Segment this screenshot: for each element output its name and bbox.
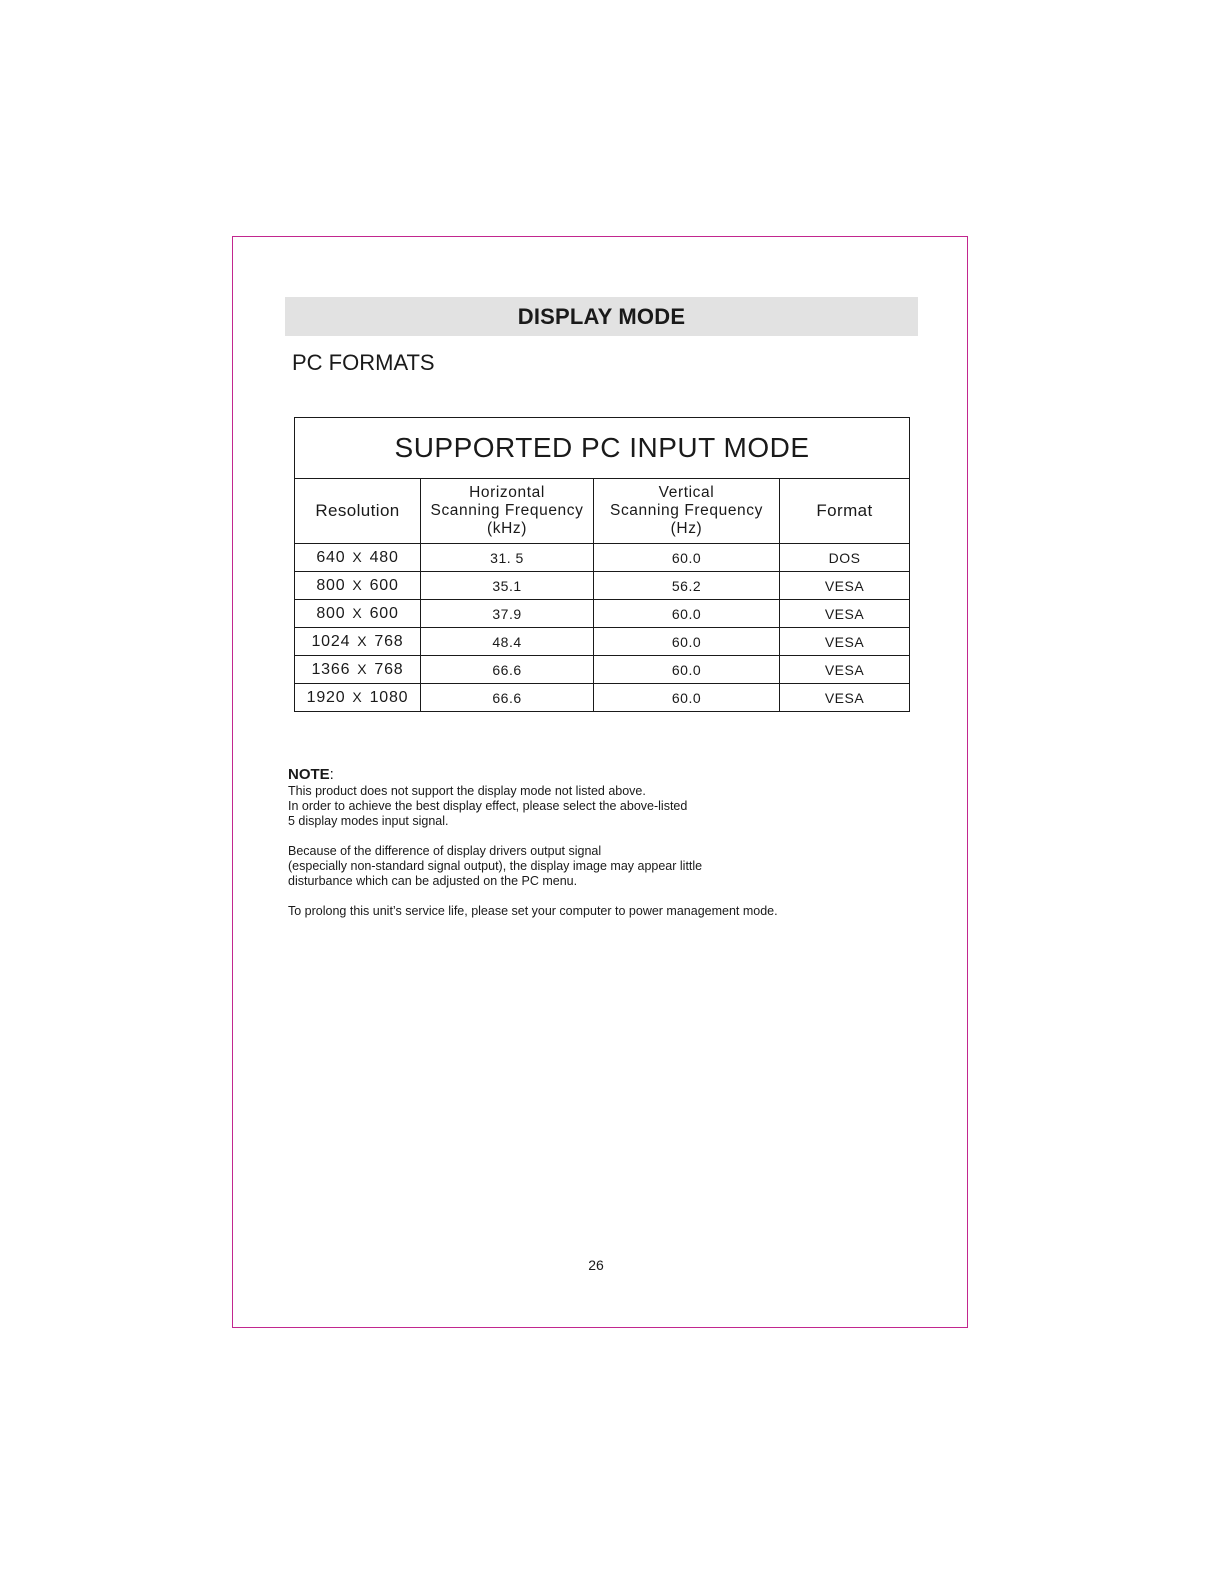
resolution-width: 800: [316, 604, 346, 622]
resolution-width: 640: [316, 548, 346, 566]
cell-format: DOS: [780, 544, 910, 572]
page-number: 26: [588, 1257, 604, 1273]
cell-resolution: [295, 628, 421, 656]
cell-resolution: [295, 572, 421, 600]
resolution-height: 768: [374, 632, 404, 650]
note-line: Because of the difference of display drivers output signal: [288, 844, 602, 858]
resolution-height: 768: [374, 660, 404, 678]
resolution-width: 800: [316, 576, 346, 594]
header-vertical-frequency: [594, 479, 780, 544]
table-row: [295, 684, 910, 712]
cell-format: VESA: [780, 656, 910, 684]
header-horizontal-frequency: [421, 479, 594, 544]
note-paragraph: [288, 904, 908, 919]
cell-format: VESA: [780, 628, 910, 656]
header-vertical-line-2: Scanning Frequency: [610, 502, 763, 519]
cell-vertical-frequency: 60.0: [594, 628, 780, 656]
note-line: (especially non-standard signal output), the display image may appear little: [288, 859, 703, 873]
note-line: disturbance which can be adjusted on the PC menu.: [288, 874, 578, 888]
note-line: In order to achieve the best display effect, please select the above-listed: [288, 799, 688, 813]
cell-vertical-frequency: 60.0: [594, 684, 780, 712]
note-section: [288, 766, 908, 934]
pc-input-mode-table: [294, 417, 910, 712]
header-bar: [285, 297, 918, 336]
resolution-height: 1080: [369, 688, 409, 706]
note-line: To prolong this unit’s service life, please set your computer to power management mode.: [288, 904, 778, 918]
cell-resolution: [295, 656, 421, 684]
times-sign: X: [352, 548, 363, 565]
resolution-width: 1920: [306, 688, 346, 706]
resolution-height: 480: [369, 548, 399, 566]
cell-horizontal-frequency: 35.1: [421, 572, 594, 600]
header-vertical-line-3: (Hz): [670, 520, 703, 537]
header-horizontal-line-1: Horizontal: [469, 484, 545, 501]
cell-resolution: [295, 600, 421, 628]
cell-vertical-frequency: 60.0: [594, 600, 780, 628]
cell-resolution: [295, 544, 421, 572]
cell-vertical-frequency: 56.2: [594, 572, 780, 600]
header-format: Format: [780, 479, 910, 544]
cell-horizontal-frequency: 37.9: [421, 600, 594, 628]
cell-format: VESA: [780, 572, 910, 600]
header-vertical-line-1: Vertical: [658, 484, 715, 501]
times-sign: X: [352, 576, 363, 593]
cell-vertical-frequency: 60.0: [594, 544, 780, 572]
note-heading: [288, 766, 908, 784]
table-row: [295, 656, 910, 684]
note-paragraph: [288, 844, 908, 889]
times-sign: X: [357, 632, 368, 649]
cell-format: VESA: [780, 600, 910, 628]
note-line: 5 display modes input signal.: [288, 814, 449, 828]
note-line: This product does not support the display mode not listed above.: [288, 784, 646, 798]
cell-horizontal-frequency: 31. 5: [421, 544, 594, 572]
note-label: NOTE: [288, 766, 330, 783]
note-paragraph: [288, 784, 908, 829]
cell-horizontal-frequency: 66.6: [421, 684, 594, 712]
times-sign: X: [352, 604, 363, 621]
resolution-height: 600: [369, 576, 399, 594]
resolution-height: 600: [369, 604, 399, 622]
resolution-width: 1366: [311, 660, 351, 678]
section-title: PC FORMATS: [292, 350, 435, 375]
table-row: [295, 600, 910, 628]
resolution-width: 1024: [311, 632, 351, 650]
note-colon: :: [329, 766, 334, 783]
cell-horizontal-frequency: 48.4: [421, 628, 594, 656]
cell-resolution: [295, 684, 421, 712]
cell-vertical-frequency: 60.0: [594, 656, 780, 684]
table-caption: SUPPORTED PC INPUT MODE: [295, 418, 910, 479]
cell-horizontal-frequency: 66.6: [421, 656, 594, 684]
page-title: DISPLAY MODE: [517, 303, 686, 329]
times-sign: X: [357, 660, 368, 677]
cell-format: VESA: [780, 684, 910, 712]
table-row: [295, 628, 910, 656]
table-row: [295, 572, 910, 600]
times-sign: X: [352, 688, 363, 705]
header-resolution: Resolution: [295, 479, 421, 544]
table-row: [295, 544, 910, 572]
header-horizontal-line-3: (kHz): [486, 520, 528, 537]
header-horizontal-line-2: Scanning Frequency: [430, 502, 584, 519]
